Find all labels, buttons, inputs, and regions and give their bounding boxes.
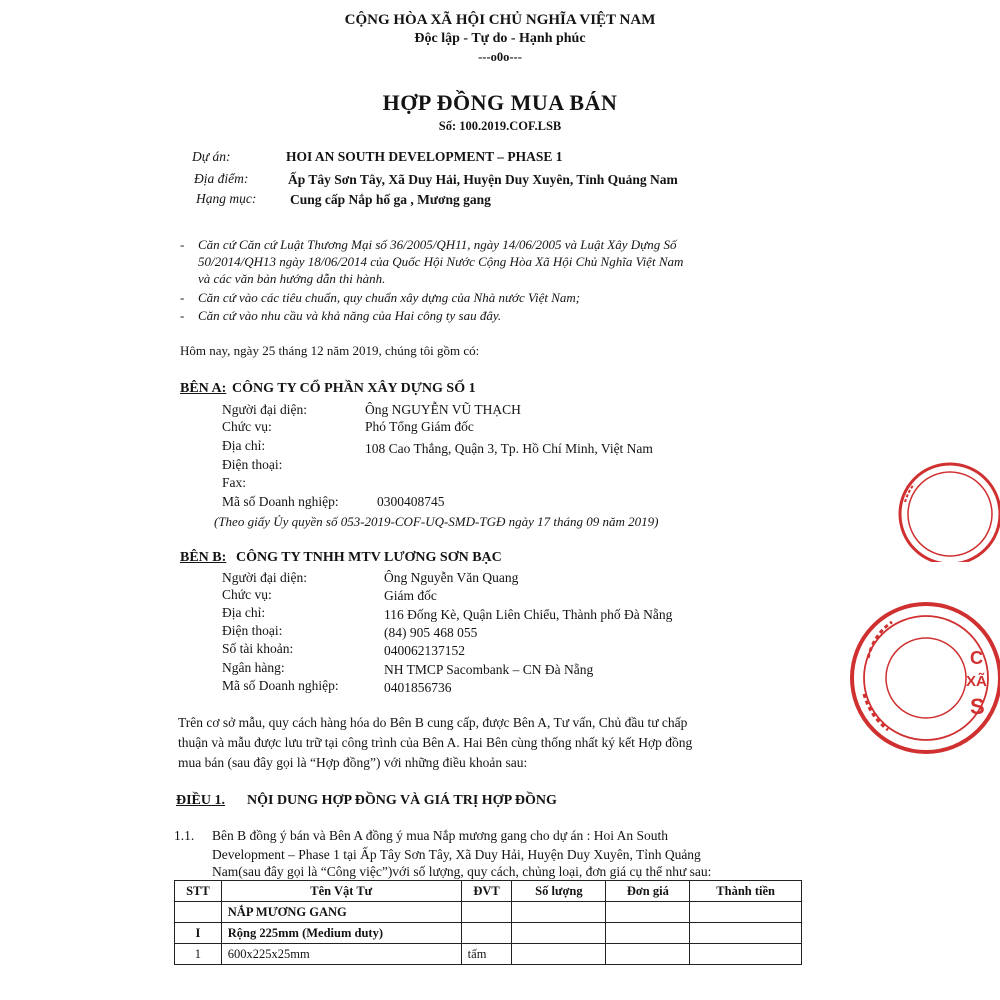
table-cell <box>690 923 802 944</box>
table-cell: tấm <box>461 944 512 965</box>
table-cell <box>512 902 606 923</box>
legal-basis-line: Căn cứ vào nhu cầu và khả năng của Hai công ty sau đây. <box>198 308 502 323</box>
table-cell <box>606 944 690 965</box>
table-cell <box>461 902 512 923</box>
article-1-label: ĐIỀU 1. <box>176 793 226 808</box>
legal-basis-line: 50/2014/QH13 ngày 18/06/2014 của Quốc Hội Nước Cộng Hòa Xã Hội Chủ Nghĩa Việt Nam <box>198 254 684 269</box>
table-row <box>175 923 802 944</box>
partial-stamp-company-seal <box>834 598 1000 758</box>
items-table <box>174 880 802 965</box>
table-cell <box>175 902 222 923</box>
intro-line: Hôm nay, ngày 25 tháng 12 năm 2019, chúng tôi gồm có: <box>180 343 480 358</box>
party-a-phone-label: Điện thoại: <box>222 457 283 472</box>
agreement-line: Trên cơ sở mẫu, quy cách hàng hóa do Bên B cung cấp, được Bên A, Tư vấn, Chủ đầu tư chấp <box>178 715 688 730</box>
table-cell <box>461 923 512 944</box>
dash-bullet: - <box>180 237 185 252</box>
column-header-quantity: Số lượng <box>512 881 606 902</box>
location-value: Ấp Tây Sơn Tây, Xã Duy Hải, Huyện Duy Xuyên, Tỉnh Quảng Nam <box>288 172 678 187</box>
party-a-tax-value: 0300408745 <box>377 494 445 509</box>
clause-number: 1.1. <box>174 828 195 843</box>
table-cell <box>512 923 606 944</box>
party-b-position-value: Giám đốc <box>384 588 437 603</box>
party-b-tax-value: 0401856736 <box>384 680 452 695</box>
party-b-account-label: Số tài khoản: <box>222 641 294 656</box>
table-cell <box>606 923 690 944</box>
table-cell <box>606 902 690 923</box>
table-cell: 1 <box>175 944 222 965</box>
table-cell <box>690 902 802 923</box>
location-label: Địa điểm: <box>194 171 249 186</box>
party-b-account-value: 040062137152 <box>384 643 465 658</box>
party-a-fax-label: Fax: <box>222 475 247 490</box>
dash-bullet: - <box>180 308 185 323</box>
column-header-stt: STT <box>175 881 222 902</box>
table-header-row <box>175 881 802 902</box>
party-b-tax-label: Mã số Doanh nghiệp: <box>222 678 339 693</box>
party-b-position-label: Chức vụ: <box>222 587 272 602</box>
country-header: CỘNG HÒA XÃ HỘI CHỦ NGHĨA VIỆT NAM <box>344 12 656 28</box>
contract-number: Số: 100.2019.COF.LSB <box>438 119 562 133</box>
contract-title: HỢP ĐỒNG MUA BÁN <box>382 90 618 115</box>
clause-line: Nam(sau đây gọi là “Công việc”)với số lượng, quy cách, chủng loại, đơn giá cụ thể như sau: <box>212 864 712 879</box>
table-cell: NẮP MƯƠNG GANG <box>221 902 461 923</box>
party-b-rep-label: Người đại diện: <box>222 570 307 585</box>
table-cell: I <box>175 923 222 944</box>
party-b-address-label: Địa chỉ: <box>222 605 266 620</box>
party-a-rep-label: Người đại diện: <box>222 402 307 417</box>
party-a-authorization: (Theo giấy Ủy quyền số 053-2019-COF-UQ-SMD-TGĐ ngày 17 tháng 09 năm 2019) <box>214 514 659 529</box>
column-header-amount: Thành tiền <box>690 881 802 902</box>
clause-line: Development – Phase 1 tại Ấp Tây Sơn Tây, Xã Duy Hải, Huyện Duy Xuyên, Tỉnh Quảng <box>212 847 701 862</box>
party-b-bank-value: NH TMCP Sacombank – CN Đà Nẵng <box>384 662 594 677</box>
party-a-tax-label: Mã số Doanh nghiệp: <box>222 494 339 509</box>
party-b-address-value: 116 Đống Kè, Quận Liên Chiểu, Thành phố Đà Nẵng <box>384 607 673 622</box>
category-label: Hạng mục: <box>196 191 257 206</box>
table-cell <box>512 944 606 965</box>
header-separator: ---o0o--- <box>478 50 522 64</box>
party-b-phone-value: (84) 905 468 055 <box>384 625 478 640</box>
stamp-text: S <box>970 694 985 719</box>
project-label: Dự án: <box>192 149 231 164</box>
table-cell: 600x225x25mm <box>221 944 461 965</box>
party-b-label: BÊN B: <box>180 550 227 565</box>
clause-line: Bên B đồng ý bán và Bên A đồng ý mua Nắp mương gang cho dự án : Hoi An South <box>212 828 668 843</box>
party-b-name: CÔNG TY TNHH MTV LƯƠNG SƠN BẠC <box>236 550 502 565</box>
party-b-rep-value: Ông Nguyễn Văn Quang <box>384 570 519 585</box>
stamp-text: XÃ <box>966 673 987 690</box>
party-a-position-label: Chức vụ: <box>222 419 272 434</box>
table-cell: Rộng 225mm (Medium duty) <box>221 923 461 944</box>
column-header-unit-price: Đơn giá <box>606 881 690 902</box>
partial-stamp-top <box>872 462 1000 562</box>
party-a-name: CÔNG TY CỔ PHẦN XÂY DỰNG SỐ 1 <box>232 381 476 396</box>
party-a-rep-value: Ông NGUYỄN VŨ THẠCH <box>365 402 521 417</box>
party-a-address-label: Địa chỉ: <box>222 438 266 453</box>
legal-basis-line: Căn cứ Căn cứ Luật Thương Mại số 36/2005/QH11, ngày 14/06/2005 và Luật Xây Dựng Số <box>198 237 677 252</box>
stamp-text: C <box>970 648 983 668</box>
legal-basis-line: và các văn bản hướng dẫn thi hành. <box>198 271 386 286</box>
party-a-label: BÊN A: <box>180 381 227 396</box>
category-value: Cung cấp Nắp hố ga , Mương gang <box>290 192 491 207</box>
column-header-name: Tên Vật Tư <box>221 881 461 902</box>
party-b-phone-label: Điện thoại: <box>222 623 283 638</box>
motto: Độc lập - Tự do - Hạnh phúc <box>414 31 586 46</box>
table-row <box>175 902 802 923</box>
table-row <box>175 944 802 965</box>
party-a-address-value: 108 Cao Thắng, Quận 3, Tp. Hồ Chí Minh, Việt Nam <box>365 441 653 456</box>
column-header-unit: ĐVT <box>461 881 512 902</box>
project-value: HOI AN SOUTH DEVELOPMENT – PHASE 1 <box>286 149 563 164</box>
party-b-bank-label: Ngân hàng: <box>222 660 285 675</box>
article-1-title: NỘI DUNG HỢP ĐỒNG VÀ GIÁ TRỊ HỢP ĐỒNG <box>247 793 557 808</box>
legal-basis-line: Căn cứ vào các tiêu chuẩn, quy chuẩn xây dựng của Nhà nước Việt Nam; <box>198 290 581 305</box>
table-cell <box>690 944 802 965</box>
dash-bullet: - <box>180 290 185 305</box>
agreement-line: thuận và mẫu được lưu trữ tại công trình của Bên A. Hai Bên cùng thống nhất ký kết Hợp đồng <box>178 735 693 750</box>
agreement-line: mua bán (sau đây gọi là “Hợp đồng”) với những điều khoản sau: <box>178 755 528 770</box>
party-a-position-value: Phó Tổng Giám đốc <box>365 419 474 434</box>
